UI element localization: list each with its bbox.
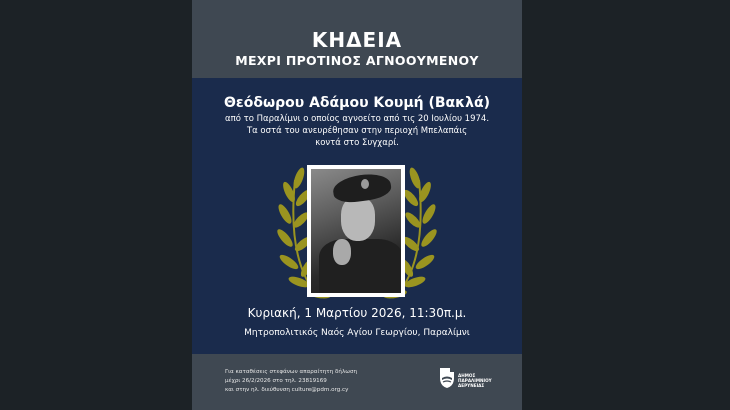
description bbox=[192, 113, 522, 149]
notice-line: μέχρι 26/2/2026 στο τηλ. 23819169 bbox=[225, 378, 327, 384]
municipality-emblem-icon bbox=[438, 366, 456, 390]
description-line: Τα οστά του ανευρέθησαν στην περιοχή Μπελαπάις bbox=[246, 126, 468, 136]
description-line: κοντά στο Συγχαρί. bbox=[315, 138, 399, 148]
notice-line: Για καταθέσεις στεφάνων απαραίτητη δήλωση bbox=[225, 369, 358, 375]
wreath-notice bbox=[225, 368, 357, 395]
funeral-date-time: Κυριακή, 1 Μαρτίου 2026, 11:30π.μ. bbox=[247, 306, 467, 320]
portrait-photo bbox=[311, 169, 401, 293]
description-line: από το Παραλίμνι ο οποίος αγνοείτο από τις 20 Ιουλίου 1974. bbox=[224, 114, 490, 124]
municipality-name: ΔΗΜΟΣ ΠΑΡΑΛΙΜΝΙΟΥ ΔΕΡΥΝΕΙΑΣ bbox=[458, 373, 492, 389]
poster-title: ΚΗΔΕΙΑ bbox=[311, 28, 403, 52]
funeral-notice-poster bbox=[192, 0, 522, 410]
poster-header bbox=[192, 0, 522, 78]
notice-line: και στην ηλ. διεύθυνση culture@pdm.org.cy bbox=[225, 387, 349, 393]
portrait-with-wreath bbox=[277, 160, 437, 300]
poster-footer bbox=[192, 354, 522, 410]
funeral-location: Μητροπολιτικός Ναός Αγίου Γεωργίου, Παραλίμνι bbox=[244, 328, 470, 338]
portrait-frame bbox=[307, 165, 405, 297]
municipality-logo bbox=[438, 366, 498, 394]
poster-subtitle: ΜΕΧΡΙ ΠΡΟΤΙΝΟΣ ΑΓΝΟΟΥΜΕΝΟΥ bbox=[235, 53, 479, 68]
beret-badge-icon bbox=[361, 179, 369, 189]
deceased-name: Θεόδωρου Αδάμου Κουμή (Βακλά) bbox=[224, 95, 490, 111]
